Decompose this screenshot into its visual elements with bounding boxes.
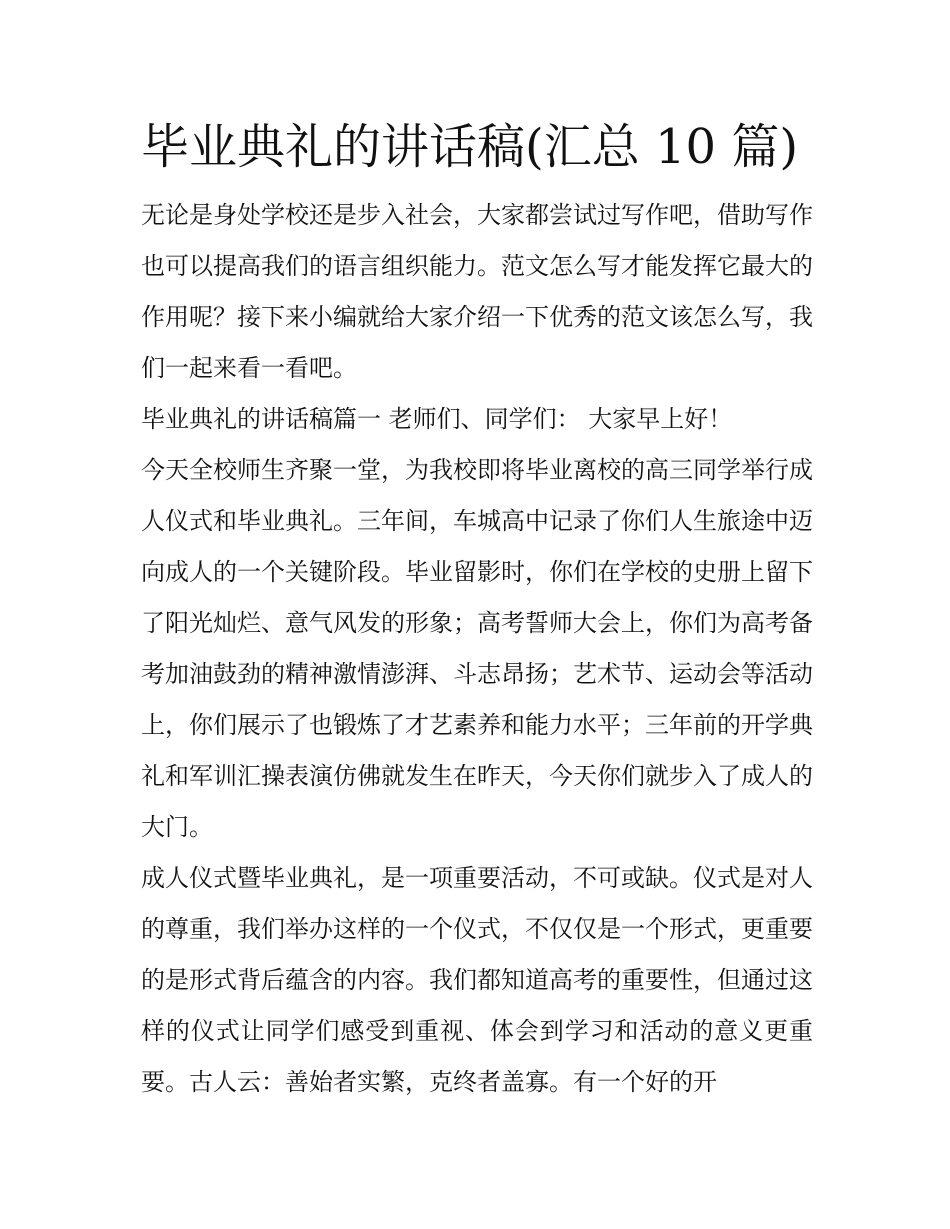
body-paragraph-1: 今天全校师生齐聚一堂，为我校即将毕业离校的高三同学举行成人仪式和毕业典礼。三年间，车城高中记录了你们人生旅途中迈向成人的一个关键阶段。毕业留影时，你们在学校的史册上留下了阳光灿烂、意气风发的形象；高考誓师大会上，你们为高考备考加油鼓劲的精神激情澎湃、斗志昂扬；艺术节、运动会等活动上，你们展示了也锻炼了才艺素养和能力水平；三年前的开学典礼和军训汇操表演仿佛就发生在昨天，今天你们就步入了成人的大门。 xyxy=(141,456,813,841)
speech-heading-paragraph: 毕业典礼的讲话稿篇一 老师们、同学们： 大家早上好！ xyxy=(141,405,733,433)
intro-paragraph: 无论是身处学校还是步入社会，大家都尝试过写作吧，借助写作也可以提高我们的语言组织能力。范文怎么写才能发挥它最大的作用呢？接下来小编就给大家介绍一下优秀的范文该怎么写，我们一起来看一看吧。 xyxy=(141,201,813,382)
body-paragraph-2: 成人仪式暨毕业典礼，是一项重要活动，不可或缺。仪式是对人的尊重，我们举办这样的一个仪式，不仅仅是一个形式，更重要的是形式背后蕴含的内容。我们都知道高考的重要性，但通过这样的仪式让同学们感受到重视、体会到学习和活动的意义更重要。古人云：善始者实繁，克终者盖寡。有一个好的开 xyxy=(141,864,813,1096)
document-page xyxy=(141,112,813,1108)
document-title: 毕业典礼的讲话稿(汇总 10 篇) xyxy=(141,119,799,175)
